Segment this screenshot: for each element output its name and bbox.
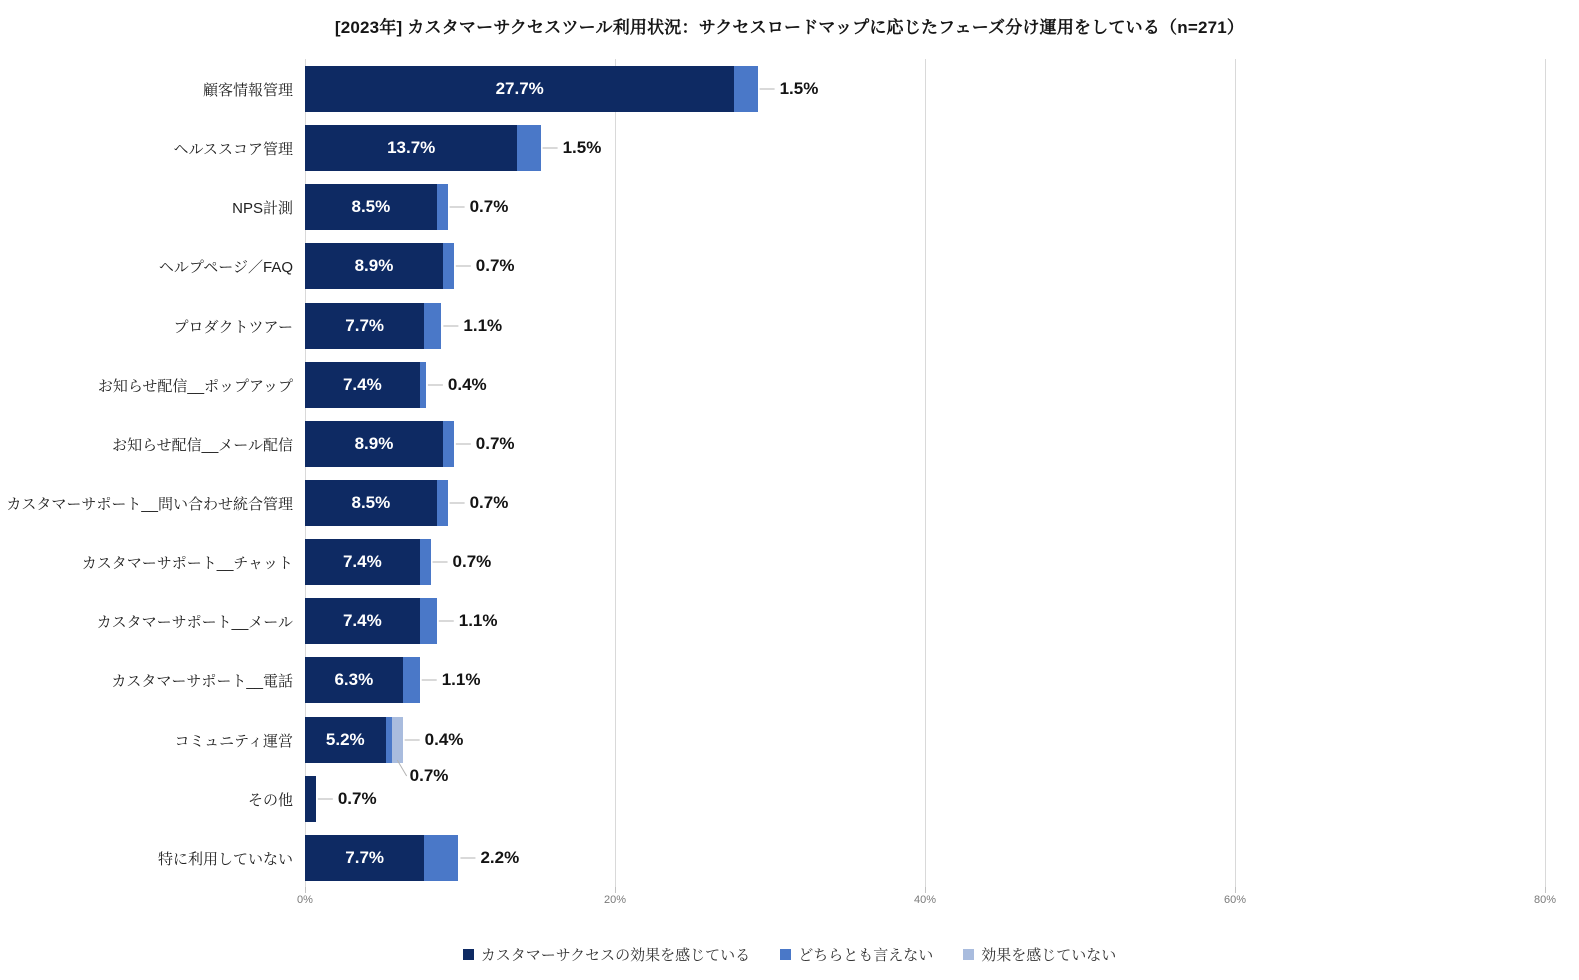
bar-value-label: 13.7% bbox=[387, 138, 436, 157]
category-label: 特に利用していない bbox=[157, 850, 293, 868]
category-label: プロダクトツアー bbox=[173, 318, 293, 336]
bar-segment-series2 bbox=[437, 480, 448, 526]
category-label: お知らせ配信__メール配信 bbox=[112, 436, 293, 454]
bar-segment-series2 bbox=[420, 362, 426, 408]
callout-label: 0.7% bbox=[469, 197, 509, 216]
bar-value-label: 7.4% bbox=[342, 552, 382, 571]
bar-value-label: 7.4% bbox=[342, 375, 382, 394]
bar-segment-series3 bbox=[392, 717, 403, 763]
bar-segment-series2 bbox=[424, 303, 441, 349]
category-label: NPS計測 bbox=[232, 199, 293, 217]
bar-value-label: 7.7% bbox=[345, 316, 385, 335]
bar-value-label: 27.7% bbox=[495, 79, 544, 98]
callout-label: 1.1% bbox=[458, 611, 498, 630]
bar-value-label: 8.9% bbox=[354, 434, 394, 453]
bar-segment-series2 bbox=[420, 598, 437, 644]
callout-label: 0.7% bbox=[475, 256, 515, 275]
bar-segment-series1 bbox=[305, 776, 316, 822]
category-label: カスタマーサポート__チャット bbox=[81, 554, 293, 572]
x-axis-tick-label: 20% bbox=[603, 894, 627, 906]
category-label: カスタマーサポート__問い合わせ統合管理 bbox=[6, 495, 293, 513]
callout-label: 0.4% bbox=[424, 730, 464, 749]
bar-segment-series2 bbox=[420, 539, 431, 585]
chart-title: [2023年] カスタマーサクセスツール利用状況：サクセスロードマップに応じたフェーズ分け運用をしている（n=271） bbox=[334, 18, 1245, 37]
x-axis-tick-label: 0% bbox=[297, 894, 313, 906]
bar-value-label: 8.5% bbox=[351, 197, 391, 216]
callout-label: 0.4% bbox=[447, 375, 487, 394]
bar-value-label: 6.3% bbox=[334, 670, 374, 689]
bar-value-label: 7.7% bbox=[345, 848, 385, 867]
gridline bbox=[1235, 59, 1236, 887]
category-label: カスタマーサポート__電話 bbox=[111, 672, 293, 690]
bar-value-label: 8.5% bbox=[351, 493, 391, 512]
legend-swatch bbox=[963, 949, 974, 960]
x-axis-tick bbox=[305, 887, 306, 893]
category-label: カスタマーサポート__メール bbox=[96, 613, 293, 631]
callout-label: 0.7% bbox=[337, 789, 377, 808]
legend-item bbox=[963, 944, 1116, 965]
callout-label: 0.7% bbox=[475, 434, 515, 453]
gridline bbox=[1545, 59, 1546, 887]
bar-value-label: 7.4% bbox=[342, 611, 382, 630]
callout-label: 0.7% bbox=[452, 552, 492, 571]
legend-item bbox=[463, 944, 750, 965]
legend-label: カスタマーサクセスの効果を感じている bbox=[480, 946, 751, 964]
legend-swatch bbox=[780, 949, 791, 960]
callout-label: 1.5% bbox=[562, 138, 602, 157]
bar-segment-series2 bbox=[403, 657, 420, 703]
bar-segment-series2 bbox=[437, 184, 448, 230]
callout-label: 1.1% bbox=[441, 670, 481, 689]
category-label: その他 bbox=[247, 791, 293, 809]
x-axis-tick bbox=[925, 887, 926, 893]
category-label: 顧客情報管理 bbox=[202, 81, 293, 99]
callout-label: 0.7% bbox=[469, 493, 509, 512]
gridline bbox=[615, 59, 616, 887]
legend-label: 効果を感じていない bbox=[981, 946, 1117, 964]
bar-segment-series2 bbox=[443, 243, 454, 289]
category-label: コミュニティ運営 bbox=[174, 732, 293, 750]
bar-segment-series2 bbox=[424, 835, 458, 881]
legend bbox=[0, 941, 1579, 967]
gridline bbox=[925, 59, 926, 887]
bar-value-label: 8.9% bbox=[354, 256, 394, 275]
legend-item bbox=[780, 944, 933, 965]
category-label: ヘルススコア管理 bbox=[173, 140, 293, 158]
x-axis-tick bbox=[1545, 887, 1546, 893]
callout-label: 1.5% bbox=[779, 79, 819, 98]
category-label: ヘルプページ／FAQ bbox=[158, 258, 293, 276]
category-label: お知らせ配信__ポップアップ bbox=[97, 377, 293, 395]
x-axis-tick-label: 60% bbox=[1223, 894, 1247, 906]
bar-value-label: 5.2% bbox=[325, 730, 365, 749]
callout-label: 1.1% bbox=[463, 316, 503, 335]
x-axis-tick-label: 40% bbox=[913, 894, 937, 906]
callout-label: 0.7% bbox=[409, 766, 449, 785]
x-axis-tick bbox=[1235, 887, 1236, 893]
bar-segment-series2 bbox=[734, 66, 757, 112]
callout-label: 2.2% bbox=[480, 848, 520, 867]
bar-segment-series2 bbox=[517, 125, 540, 171]
x-axis-tick bbox=[615, 887, 616, 893]
legend-swatch bbox=[463, 949, 474, 960]
x-axis-tick-label: 80% bbox=[1533, 894, 1557, 906]
legend-label: どちらとも言えない bbox=[798, 946, 934, 964]
bar-segment-series2 bbox=[443, 421, 454, 467]
